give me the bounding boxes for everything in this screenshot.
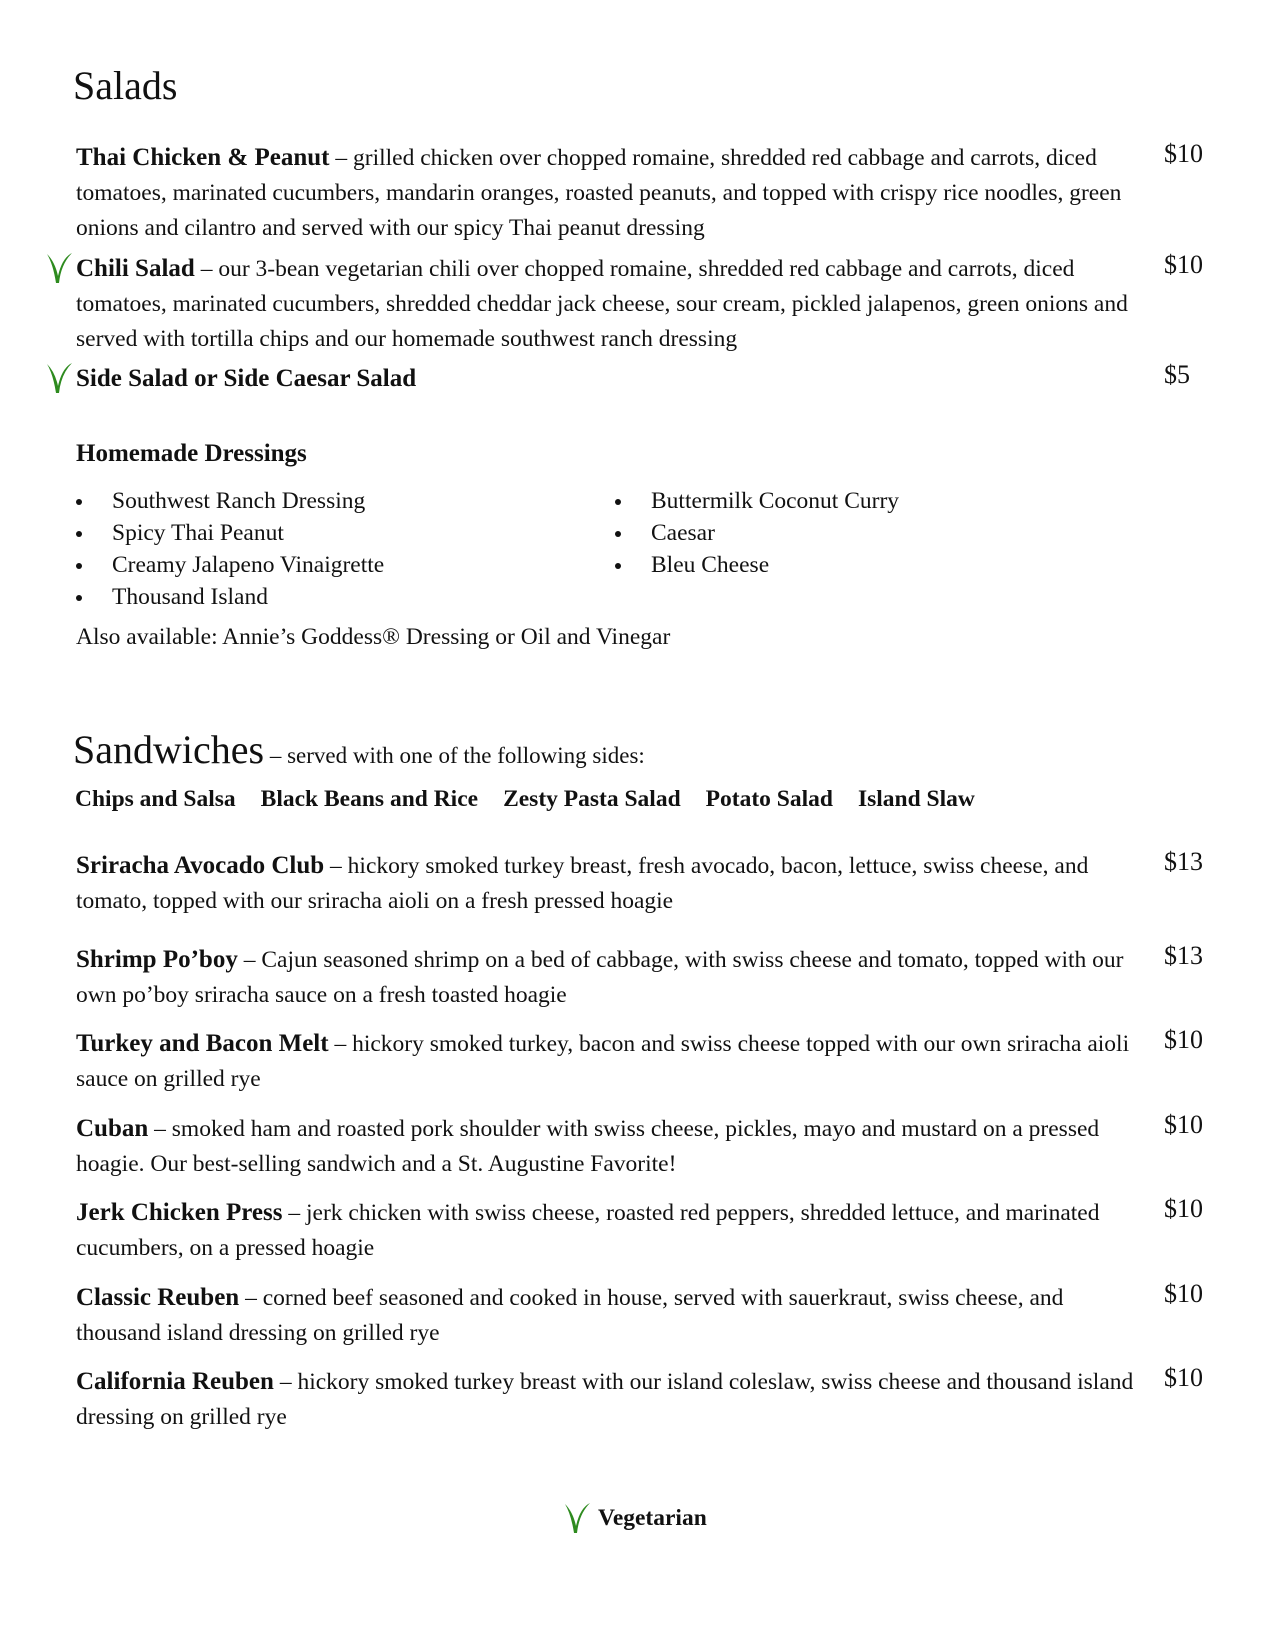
item-price: $10 [1164,250,1203,279]
menu-item-classic-reuben: Classic Reuben – corned beef seasoned and cooked in house, served with sauerkraut, swiss cheese, and thousand island dressing on grilled rye $10 [76,1280,1146,1351]
list-item: Southwest Ranch Dressing [74,485,384,517]
side-option: Island Slaw [857,786,975,812]
item-name: Sriracha Avocado Club [76,852,325,879]
item-price: $13 [1164,941,1203,970]
menu-item-shrimp-poboy: Shrimp Po’boy – Cajun seasoned shrimp on a bed of cabbage, with swiss cheese and tomato, topped with our own po’boy sriracha sauce on a fresh toasted hoagie $13 [76,942,1146,1013]
dressing-list-left [74,485,384,613]
item-description: hickory smoked turkey breast with our island coleslaw, swiss cheese and thousand island dressing on grilled rye [76,1369,1134,1430]
item-description: Cajun seasoned shrimp on a bed of cabbage, with swiss cheese and tomato, topped with our own po’boy sriracha sauce on a fresh toasted hoagie [76,947,1124,1008]
salads-heading: Salads [73,63,178,108]
list-item: Bleu Cheese [613,549,899,581]
legend-label: Vegetarian [598,1504,707,1531]
item-price: $10 [1164,1194,1203,1223]
list-item: Creamy Jalapeno Vinaigrette [74,549,384,581]
menu-item-california-reuben: California Reuben – hickory smoked turkey breast with our island coleslaw, swiss cheese and thousand island dressing on grilled rye $10 [76,1364,1146,1435]
dressing-list-right [613,485,899,581]
item-name: Thai Chicken & Peanut [76,144,330,171]
item-description: corned beef seasoned and cooked in house, served with sauerkraut, swiss cheese, and thousand island dressing on grilled rye [76,1285,1064,1346]
item-description: smoked ham and roasted pork shoulder with swiss cheese, pickles, mayo and mustard on a pressed hoagie. Our best-selling sandwich and a St. Augustine Favorite! [76,1116,1100,1177]
side-option: Black Beans and Rice [260,786,479,812]
item-price: $5 [1164,360,1190,389]
side-option: Chips and Salsa [75,786,236,812]
vegetarian-legend [562,1500,707,1536]
list-item: Caesar [613,517,899,549]
list-item: Spicy Thai Peanut [74,517,384,549]
item-description: our 3-bean vegetarian chili over chopped romaine, shredded red cabbage and carrots, diced tomatoes, marinated cucumbers, shredded cheddar jack cheese, sour cream, pickled jalapenos, green onions and served with tortilla chips and our homemade southwest ranch dressing [76,256,1128,352]
item-name: Shrimp Po’boy [76,946,238,973]
item-name: California Reuben [76,1368,274,1395]
item-price: $13 [1164,847,1203,876]
list-item: Thousand Island [74,581,384,613]
sandwiches-heading: Sandwiches – served with one of the following sides: [73,727,645,772]
item-price: $10 [1164,1279,1203,1308]
menu-item-sriracha-avocado-club: Sriracha Avocado Club – hickory smoked turkey breast, fresh avocado, bacon, lettuce, swiss cheese, and tomato, topped with our sriracha aioli on a fresh pressed hoagie $13 [76,848,1146,919]
vegetarian-leaf-icon [44,250,74,286]
item-name: Classic Reuben [76,1284,240,1311]
item-price: $10 [1164,1025,1203,1054]
list-item: Buttermilk Coconut Curry [613,485,899,517]
item-name: Turkey and Bacon Melt [76,1030,329,1057]
item-price: $10 [1164,1363,1203,1392]
vegetarian-leaf-icon [562,1500,592,1536]
vegetarian-leaf-icon [44,360,74,396]
menu-item-jerk-chicken-press: Jerk Chicken Press – jerk chicken with swiss cheese, roasted red peppers, shredded lettuce, and marinated cucumbers, on a pressed hoagie $10 [76,1195,1146,1266]
sides-list [75,786,975,813]
dressings-heading: Homemade Dressings [76,440,307,467]
side-option: Zesty Pasta Salad [503,786,681,812]
item-description: hickory smoked turkey, bacon and swiss cheese topped with our own sriracha aioli sauce on grilled rye [76,1031,1130,1092]
item-name: Cuban [76,1115,149,1142]
menu-item-cuban: Cuban – smoked ham and roasted pork shoulder with swiss cheese, pickles, mayo and mustard on a pressed hoagie. Our best-selling sandwich and a St. Augustine Favorite! $10 [76,1111,1146,1182]
item-description: jerk chicken with swiss cheese, roasted red peppers, shredded lettuce, and marinated cucumbers, on a pressed hoagie [76,1200,1100,1261]
item-name: Chili Salad [76,255,195,282]
sandwiches-subtitle: – served with one of the following sides: [264,743,645,768]
item-name: Jerk Chicken Press [76,1199,283,1226]
menu-item-side-salad [76,360,1190,397]
dressings-note: Also available: Annie’s Goddess® Dressing or Oil and Vinegar [76,624,671,650]
item-name: Side Salad or Side Caesar Salad [76,365,417,392]
item-description: grilled chicken over chopped romaine, shredded red cabbage and carrots, diced tomatoes, marinated cucumbers, mandarin oranges, roasted peanuts, and topped with crispy rice noodles, green onions and cilantro and served with our spicy Thai peanut dressing [76,145,1122,241]
menu-item-chili-salad: Chili Salad – our 3-bean vegetarian chili over chopped romaine, shredded red cabbage and carrots, diced tomatoes, marinated cucumbers, shredded cheddar jack cheese, sour cream, pickled jalapenos, green onions and served with tortilla chips and our homemade southwest ranch dressing $10 [76,251,1146,357]
item-price: $10 [1164,1110,1203,1139]
menu-item-turkey-bacon-melt: Turkey and Bacon Melt – hickory smoked turkey, bacon and swiss cheese topped with our own sriracha aioli sauce on grilled rye $10 [76,1026,1146,1097]
side-option: Potato Salad [705,786,833,812]
menu-item-thai-chicken-peanut: Thai Chicken & Peanut – grilled chicken over chopped romaine, shredded red cabbage and carrots, diced tomatoes, marinated cucumbers, mandarin oranges, roasted peanuts, and topped with crispy rice noodles, green onions and cilantro and served with our spicy Thai peanut dressing $10 [76,140,1146,246]
item-description: hickory smoked turkey breast, fresh avocado, bacon, lettuce, swiss cheese, and tomato, topped with our sriracha aioli on a fresh pressed hoagie [76,853,1089,914]
item-price: $10 [1164,139,1203,168]
